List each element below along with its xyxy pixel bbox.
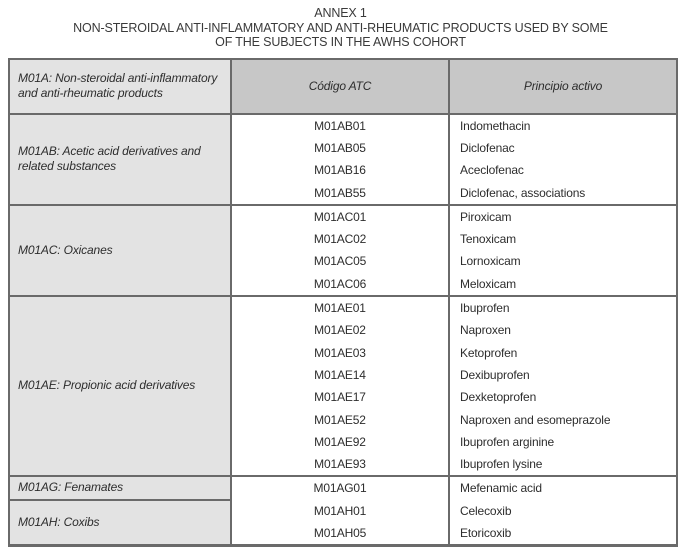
table-row xyxy=(9,476,677,499)
atc-code-cell: M01AE14 xyxy=(231,364,449,386)
active-ingredient-cell: Etoricoxib xyxy=(449,522,677,546)
category-cell-fenamates: M01AG: Fenamates xyxy=(9,476,231,499)
active-ingredient-cell: Diclofenac, associations xyxy=(449,181,677,204)
active-ingredient-cell: Ibuprofen arginine xyxy=(449,431,677,453)
atc-code-cell: M01AB01 xyxy=(231,114,449,137)
atc-code-cell: M01AE02 xyxy=(231,319,449,341)
atc-code-cell: M01AC06 xyxy=(231,273,449,296)
atc-products-table xyxy=(8,58,678,547)
page-title xyxy=(0,0,681,50)
category-cell-acetic-acid: M01AB: Acetic acid derivatives and related substances xyxy=(9,114,231,205)
active-ingredient-cell: Ibuprofen xyxy=(449,296,677,319)
header-products-group: M01A: Non-steroidal anti-inflammatory and anti-rheumatic products xyxy=(9,59,231,114)
atc-code-cell: M01AE01 xyxy=(231,296,449,319)
annex-title: ANNEX 1 xyxy=(0,6,681,21)
table-row xyxy=(9,296,677,319)
atc-code-cell: M01AE52 xyxy=(231,408,449,430)
atc-code-cell: M01AG01 xyxy=(231,476,449,499)
header-active-ingredient: Principio activo xyxy=(449,59,677,114)
table-header-row xyxy=(9,59,677,114)
active-ingredient-cell: Diclofenac xyxy=(449,137,677,159)
table-row xyxy=(9,205,677,228)
active-ingredient-cell: Meloxicam xyxy=(449,273,677,296)
active-ingredient-cell: Piroxicam xyxy=(449,205,677,228)
active-ingredient-cell: Lornoxicam xyxy=(449,250,677,272)
header-atc-code: Código ATC xyxy=(231,59,449,114)
category-cell-propionic-acid: M01AE: Propionic acid derivatives xyxy=(9,296,231,476)
atc-code-cell: M01AH01 xyxy=(231,500,449,522)
active-ingredient-cell: Aceclofenac xyxy=(449,159,677,181)
atc-code-cell: M01AE03 xyxy=(231,341,449,363)
atc-code-cell: M01AC01 xyxy=(231,205,449,228)
active-ingredient-cell: Ibuprofen lysine xyxy=(449,453,677,476)
active-ingredient-cell: Indomethacin xyxy=(449,114,677,137)
active-ingredient-cell: Mefenamic acid xyxy=(449,476,677,499)
atc-code-cell: M01AE17 xyxy=(231,386,449,408)
active-ingredient-cell: Naproxen and esomeprazole xyxy=(449,408,677,430)
atc-code-cell: M01AC05 xyxy=(231,250,449,272)
atc-code-cell: M01AB16 xyxy=(231,159,449,181)
atc-code-cell: M01AE92 xyxy=(231,431,449,453)
annex-subtitle-line-1: NON-STEROIDAL ANTI-INFLAMMATORY AND ANTI-RHEUMATIC PRODUCTS USED BY SOME xyxy=(0,21,681,36)
active-ingredient-cell: Naproxen xyxy=(449,319,677,341)
active-ingredient-cell: Ketoprofen xyxy=(449,341,677,363)
active-ingredient-cell: Tenoxicam xyxy=(449,228,677,250)
atc-code-cell: M01AB05 xyxy=(231,137,449,159)
atc-code-cell: M01AC02 xyxy=(231,228,449,250)
table-row xyxy=(9,500,677,522)
atc-code-cell: M01AE93 xyxy=(231,453,449,476)
atc-code-cell: M01AH05 xyxy=(231,522,449,546)
annex-subtitle-line-2: OF THE SUBJECTS IN THE AWHS COHORT xyxy=(0,35,681,50)
active-ingredient-cell: Dexibuprofen xyxy=(449,364,677,386)
active-ingredient-cell: Celecoxib xyxy=(449,500,677,522)
active-ingredient-cell: Dexketoprofen xyxy=(449,386,677,408)
atc-code-cell: M01AB55 xyxy=(231,181,449,204)
category-cell-coxibs: M01AH: Coxibs xyxy=(9,500,231,546)
category-cell-oxicanes: M01AC: Oxicanes xyxy=(9,205,231,296)
table-row xyxy=(9,114,677,137)
